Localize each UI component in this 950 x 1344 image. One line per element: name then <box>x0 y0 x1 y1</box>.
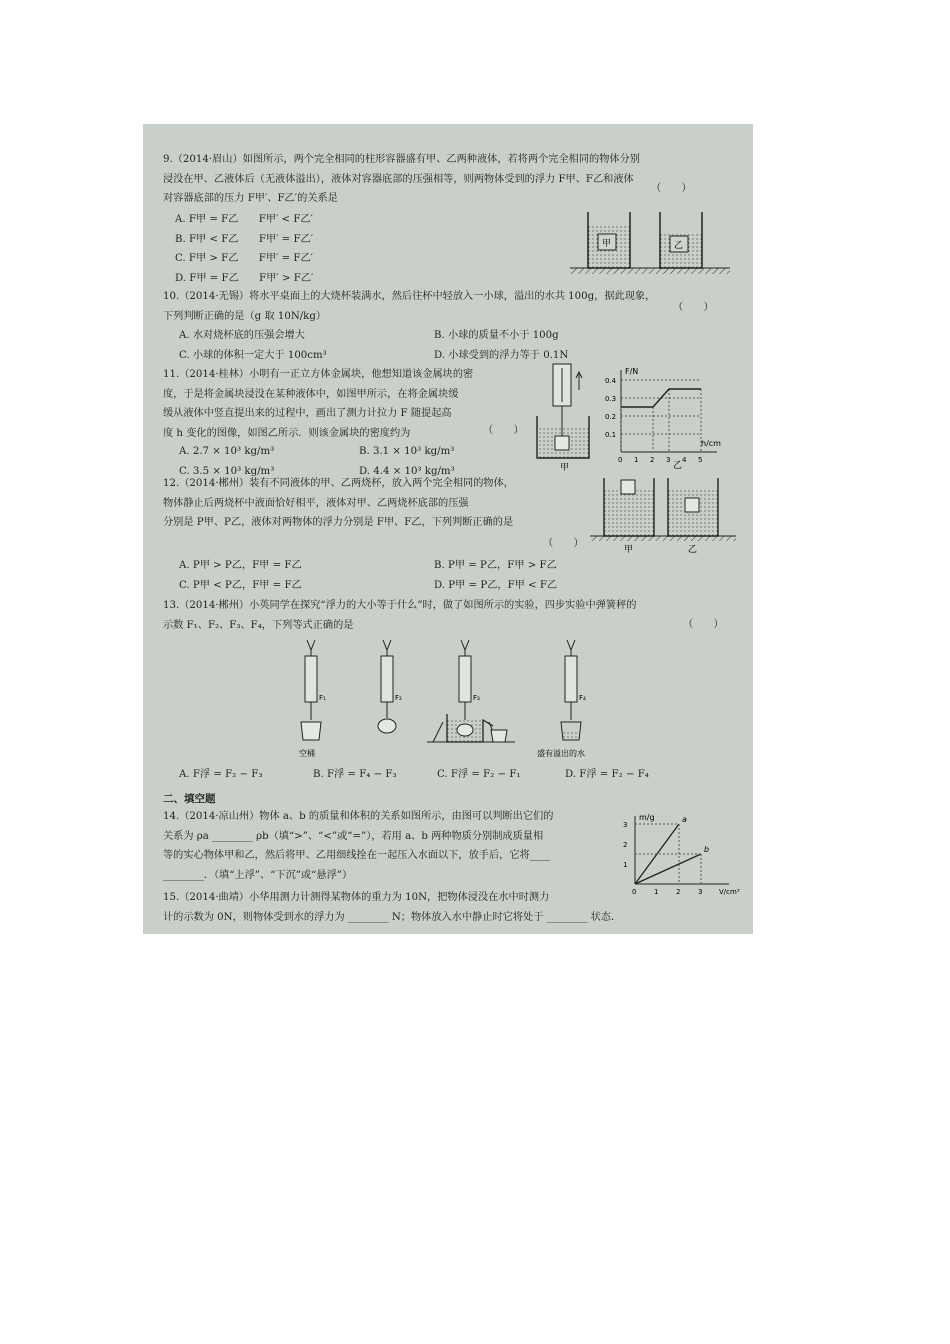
option-11b: B. 3.1 × 10³ kg/m³ <box>359 446 455 457</box>
question-13 <box>163 596 723 635</box>
x-tick-label: 2 <box>676 888 681 896</box>
question-10-line-1: 10.（2014·无锡）将水平桌面上的大烧杯装满水，然后往杯中轻放入一小球，溢出的水共 100g，据此现象， <box>163 291 656 302</box>
option-13c: C. F浮 = F₂ − F₁ <box>437 769 521 780</box>
question-9 <box>163 150 723 209</box>
x-tick-label: 4 <box>682 456 687 464</box>
stone <box>378 719 396 733</box>
object-yi <box>685 498 699 512</box>
figure-13-experiment <box>283 636 623 766</box>
object-jia <box>621 480 635 494</box>
reading-f2: F₂ <box>395 694 402 702</box>
question-14-line-1: 14.（2014·凉山州）物体 a、b 的质量和体积的关系如图所示，由图可以判断出它们的 <box>163 811 554 822</box>
step-1 <box>299 640 326 758</box>
option-13d: D. F浮 = F₂ − F₄ <box>565 769 649 780</box>
option-12c: C. P甲 < P乙，F甲 = F乙 <box>179 579 302 591</box>
caption-empty-bucket: 空桶 <box>299 749 315 758</box>
x-tick-label: 3 <box>666 456 671 464</box>
question-10 <box>163 287 723 326</box>
x-tick-label: 5 <box>698 456 703 464</box>
question-11-line-2: 度，于是将金属块浸没在某种液体中，如图甲所示，在将金属块缓 <box>163 388 459 400</box>
option-12b: B. P甲 = P乙，F甲 > F乙 <box>434 560 557 571</box>
y-tick-label: 1 <box>623 861 628 869</box>
section-title: 二、填空题 <box>163 793 216 805</box>
reading-f1: F₁ <box>319 694 326 702</box>
answer-bracket-11: （ ） <box>483 425 524 436</box>
label-jia: 甲 <box>602 239 612 249</box>
scanned-page <box>143 124 753 934</box>
beaker-jia-liquid <box>604 488 654 536</box>
caption-bucket-with-water: 盛有溢出的水 <box>537 749 585 758</box>
series-label-b: b <box>704 845 710 854</box>
option-13a: A. F浮 = F₂ − F₃ <box>179 769 263 780</box>
question-9-line-3: 对容器底部的压力 F甲′、F乙′的关系是 <box>163 193 338 204</box>
step-2 <box>378 640 402 733</box>
spring-scale <box>305 656 317 702</box>
y-tick-label: 0.3 <box>605 395 617 403</box>
label-jia: 甲 <box>624 545 634 555</box>
catch-bucket <box>491 730 507 742</box>
answer-bracket-10: （ ） <box>673 302 714 313</box>
figure-11-jia <box>531 360 603 472</box>
option-9c: C. F甲 > F乙 F甲′ = F乙′ <box>175 253 313 264</box>
series-line-b <box>635 854 701 884</box>
option-9b: B. F甲 < F乙 F甲′ = F乙′ <box>175 233 314 245</box>
question-15-line-1: 15.（2014·曲靖）小华用测力计测得某物体的重力为 10N，把物体浸没在水中时测力 <box>163 892 550 903</box>
x-axis-label: V/cm³ <box>719 888 740 896</box>
question-11-line-1: 11.（2014·桂林）小明有一正立方体金属块，他想知道该金属块的密 <box>163 369 474 380</box>
spring-scale <box>459 656 471 702</box>
answer-bracket-13: （ ） <box>683 619 724 630</box>
option-11c: C. 3.5 × 10³ kg/m³ <box>179 465 275 477</box>
y-axis-label: F/N <box>625 367 639 376</box>
y-tick-label: 3 <box>623 821 628 829</box>
y-axis-label: m/g <box>639 813 655 822</box>
question-14 <box>163 807 633 885</box>
question-12-line-1: 12.（2014·郴州）装有不同液体的甲、乙两烧杯，放入两个完全相同的物体， <box>163 478 514 489</box>
option-10c: C. 小球的体积一定大于 100cm³ <box>179 349 327 361</box>
answer-bracket-12: （ ） <box>543 538 584 549</box>
reading-f4: F₄ <box>579 694 586 702</box>
question-13-line-2: 示数 F₁、F₂、F₃、F₄，下列等式正确的是 <box>163 619 354 631</box>
question-11-line-3: 缓从液体中竖直提出来的过程中，画出了测力计拉力 F 随提起高 <box>163 408 452 419</box>
question-9-line-2: 浸没在甲、乙液体后（无液体溢出），液体对容器底部的压强相等，则两物体受到的浮力 F甲、F乙和液体 <box>163 173 634 185</box>
figure-12-beakers <box>588 474 738 556</box>
question-14-line-4: ________．（填“上浮”、“下沉”或“悬浮”） <box>163 869 353 881</box>
figure-14-graph <box>621 810 749 896</box>
question-12-line-3: 分别是 P甲、P乙，液体对两物体的浮力分别是 F甲、F乙，下列判断正确的是 <box>163 517 514 528</box>
step-4 <box>537 640 586 758</box>
option-10b: B. 小球的质量不小于 100g <box>434 330 559 341</box>
question-12 <box>163 474 603 533</box>
question-14-line-2: 关系为 ρa ________ ρb（填“>”、“<”或“=”），若用 a、b 两种物质分别制成质量相 <box>163 830 544 842</box>
label-jia: 甲 <box>560 463 570 472</box>
empty-bucket <box>301 722 321 740</box>
x-tick-label: 2 <box>650 456 655 464</box>
label-yi: 乙 <box>674 241 684 251</box>
spring-scale <box>381 656 393 702</box>
x-axis-label: h/cm <box>701 439 721 448</box>
hook-icon <box>383 640 391 656</box>
step-3 <box>427 640 515 742</box>
ground <box>570 268 730 274</box>
question-12-options <box>179 556 719 595</box>
spring-scale <box>565 656 577 702</box>
label-yi: 乙 <box>673 461 683 470</box>
question-15-line-2: 计的示数为 0N，则物体受到水的浮力为 ________ N；物体放入水中静止时它将处于 ________ 状态． <box>163 911 622 923</box>
hook-icon <box>461 640 469 656</box>
overflow-water <box>562 730 580 740</box>
question-14-line-3: 等的实心物体甲和乙，然后将甲、乙用细线拴在一起压入水面以下，放手后，它将____ <box>163 850 551 861</box>
question-13-line-1: 13.（2014·郴州）小英同学在探究“浮力的大小等于什么”时，做了如图所示的实验，四步实验中弹簧秤的 <box>163 600 637 611</box>
x-tick-label: 3 <box>698 888 703 896</box>
hook-icon <box>567 640 575 656</box>
question-9-line-1: 9.（2014·眉山）如图所示，两个完全相同的柱形容器盛有甲、乙两种液体，若将两个完全相同的物体分别 <box>163 154 640 165</box>
table <box>590 536 736 541</box>
x-tick-label: 0 <box>618 456 623 464</box>
metal-cube <box>555 436 569 450</box>
question-9-options <box>175 210 475 288</box>
option-13b: B. F浮 = F₄ − F₃ <box>313 769 397 780</box>
x-tick-label: 1 <box>634 456 639 464</box>
y-tick-label: 0.4 <box>605 377 617 385</box>
figure-9-containers <box>568 206 733 276</box>
label-yi: 乙 <box>688 545 698 555</box>
stone-submerged <box>457 724 473 736</box>
y-tick-label: 0.1 <box>605 431 617 439</box>
question-10-line-2: 下列判断正确的是（g 取 10N/kg） <box>163 310 327 322</box>
option-12a: A. P甲 > P乙，F甲 = F乙 <box>179 560 302 571</box>
question-13-options <box>179 765 739 785</box>
option-10d: D. 小球受到的浮力等于 0.1N <box>434 349 569 361</box>
x-tick-label: 0 <box>632 888 637 896</box>
option-9d: D. F甲 = F乙 F甲′ > F乙′ <box>175 272 314 284</box>
series-label-a: a <box>682 815 687 824</box>
option-11a: A. 2.7 × 10³ kg/m³ <box>179 446 275 457</box>
y-tick-label: 0.2 <box>605 413 617 421</box>
option-12d: D. P甲 = P乙，F甲 < F乙 <box>434 579 558 591</box>
option-10a: A. 水对烧杯底的压强会增大 <box>179 330 305 341</box>
question-12-line-2: 物体静止后两烧杯中液面恰好相平，液体对甲、乙两烧杯底部的压强 <box>163 497 469 509</box>
y-tick-label: 2 <box>623 841 628 849</box>
figure-11-graph <box>605 360 735 470</box>
x-tick-label: 1 <box>654 888 659 896</box>
hook-icon <box>307 640 315 656</box>
option-11d: D. 4.4 × 10³ kg/m³ <box>359 465 455 477</box>
reading-f3: F₃ <box>473 694 480 702</box>
option-9a: A. F甲 = F乙 F甲′ < F乙′ <box>175 214 313 225</box>
answer-bracket-9: （ ） <box>651 183 692 194</box>
question-15 <box>163 888 743 927</box>
question-11-line-4: 度 h 变化的图像，如图乙所示．则该金属块的密度约为 <box>163 427 411 439</box>
